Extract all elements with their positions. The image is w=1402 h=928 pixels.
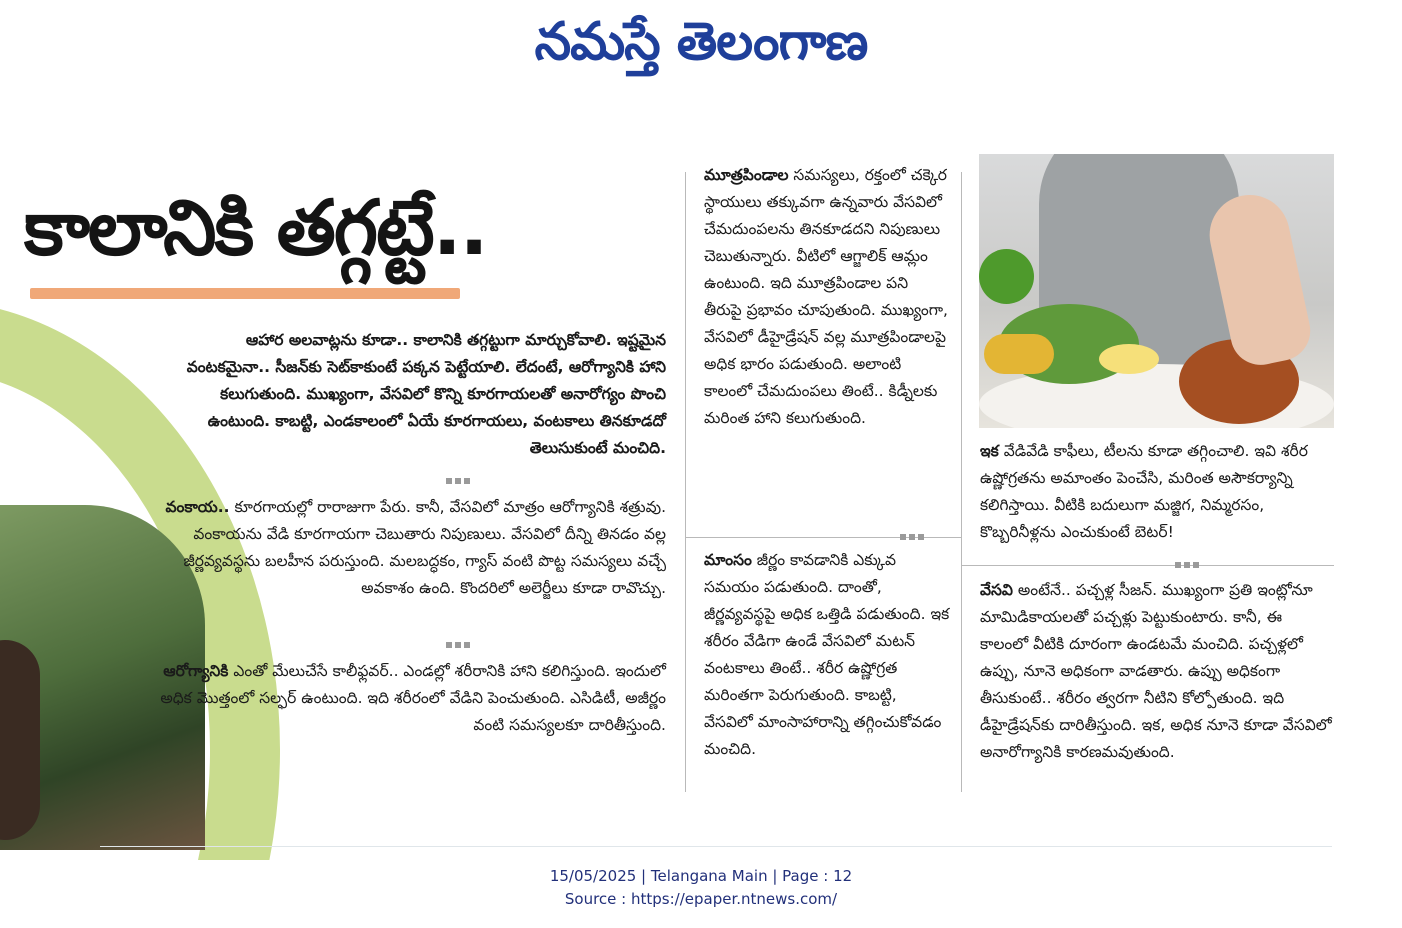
section-lead: ఆరోగ్యానికి [163,662,229,680]
woman-photo-hair [0,640,40,840]
column-rule [685,172,686,792]
section-coffee [980,438,1332,546]
section-text: వేడివేడి కాఫీలు, టీలను కూడా తగ్గించాలి. ఇవి శరీర ఉష్ణోగ్రతను అమాంతం పెంచేసి, మరింత అసౌకర్యాన్ని కలిగిస్తాయి. వీటికి బదులుగా మజ్జిగ, నిమ్మరసం, కొబ్బరినీళ్లను ఎంచుకుంటే బెటర్! [980,442,1308,541]
section-lead: ఇక [980,442,999,460]
section-text: జీర్ణం కావడానికి ఎక్కువ సమయం పడుతుంది. దాంతో, జీర్ణవ్యవస్థపై అధిక ఒత్తిడి పడుతుంది. ఇక శరీరం వేడిగా ఉండే వేసవిలో మటన్ వంటకాలు తింటే.. శరీర ఉష్ణోగ్రత మరింతగా పెరుగుతుంది. కాబట్టి, వేసవిలో మాంసాహారాన్ని తగ్గించుకోవడం మంచిది. [704,551,950,758]
food-refusal-photo [979,154,1334,428]
headline-underline [30,288,460,299]
masthead-logo: నమస్తే తెలంగాణ [534,12,868,72]
article-headline: కాలానికి తగ్గట్టే.. [24,183,487,272]
footer-date-edition: 15/05/2025 | Telangana Main | Page : 12 [549,867,853,885]
section-lead: వేసవి [980,581,1013,599]
section-brinjal [160,494,666,602]
section-text: ఎంతో మేలుచేసే కాలీఫ్లవర్.. ఎండల్లో శరీరానికి హాని కలిగిస్తుంది. ఇందులో అధిక మొత్తంలో సల్ఫర్ ఉంటుంది. ఇది శరీరంలో వేడిని పెంచుతుంది. ఎసిడిటీ, అజీర్ణం వంటి సమస్యలకూ దారితీస్తుంది. [160,662,666,734]
section-rule [962,565,1334,566]
article-intro: ఆహార అలవాట్లను కూడా.. కాలానికి తగ్గట్టుగా మార్చుకోవాలి. ఇష్టమైన వంటకమైనా.. సీజన్‌కు సెట్‌కాకుంటే పక్కన పెట్టేయాలి. లేదంటే, ఆరోగ్యానికి హాని కలుగుతుంది. ముఖ్యంగా, వేసవిలో కొన్ని కూరగాయలతో అనారోగ్యం పొంచి ఉంటుంది. కాబట్టి, ఎండకాలంలో ఏయే కూరగాయలు, వంటకాలు తినకూడదో తెలుసుకుంటే మంచిది. [186,331,666,457]
section-text: కూరగాయల్లో రారాజుగా పేరు. కానీ, వేసవిలో మాత్రం ఆరోగ్యానికి శత్రువు. వంకాయను వేడి కూరగాయగా చెబుతారు నిపుణులు. వేసవిలో దీన్ని తినడం వల్ల జీర్ణవ్యవస్థను బలహీన పరుస్తుంది. మలబద్ధకం, గ్యాస్ వంటి పొట్ట సమస్యలు వచ్చే అవకాశం ఉంది. కొందరిలో అలెర్జీలు కూడా రావొచ్చు. [183,498,666,597]
section-text: సమస్యలు, రక్తంలో చక్కెర స్థాయులు తక్కువగా ఉన్నవారు వేసవిలో చేమదుంపలను తినకూడదని నిపుణులు చెబుతున్నారు. వీటిలో ఆగ్జాలిక్ ఆమ్లం ఉంటుంది. ఇది మూత్రపిండాల పని తీరుపై ప్రభావం చూపుతుంది. ముఖ్యంగా, వేసవిలో డీహైడ్రేషన్ వల్ల మూత్రపిండాలపై అధిక భారం పడుతుంది. అలాంటి కాలంలో చేమదుంపలు తింటే.. కిడ్నీలకు మరింత హాని కలుగుతుంది. [704,166,948,427]
section-text: అంటేనే.. పచ్చళ్ల సీజన్. ముఖ్యంగా ప్రతి ఇంట్లోనూ మామిడికాయలతో పచ్చళ్లు పెట్టుకుంటారు. కానీ, ఈ కాలంలో వీటికి దూరంగా ఉండటమే మంచిది. పచ్చళ్లలో ఉప్పు, నూనె అధికంగా వాడతారు. ఉప్పు అధికంగా తీసుకుంటే.. శరీరం త్వరగా నీటిని కోల్పోతుంది. ఇది డీహైడ్రేషన్‌కు దారితీస్తుంది. ఇక, అధిక నూనె కూడా వేసవిలో అనారోగ్యానికి కారణమవుతుంది. [980,581,1332,761]
section-pickle [980,577,1332,766]
section-divider-dots [900,534,924,540]
column-rule [961,172,962,792]
section-lead: మూత్రపిండాల [704,166,789,184]
section-mutton [704,547,950,763]
section-divider-dots [446,478,470,484]
section-divider-dots [446,642,470,648]
section-lead: వంకాయ.. [165,498,230,516]
section-lead: మాంసం [704,551,752,569]
section-cauliflower [160,658,666,739]
section-divider-dots [1175,562,1199,568]
footer-rule [100,846,1332,847]
footer-source: Source : https://epaper.ntnews.com/ [564,890,838,908]
section-kidney [704,162,950,432]
